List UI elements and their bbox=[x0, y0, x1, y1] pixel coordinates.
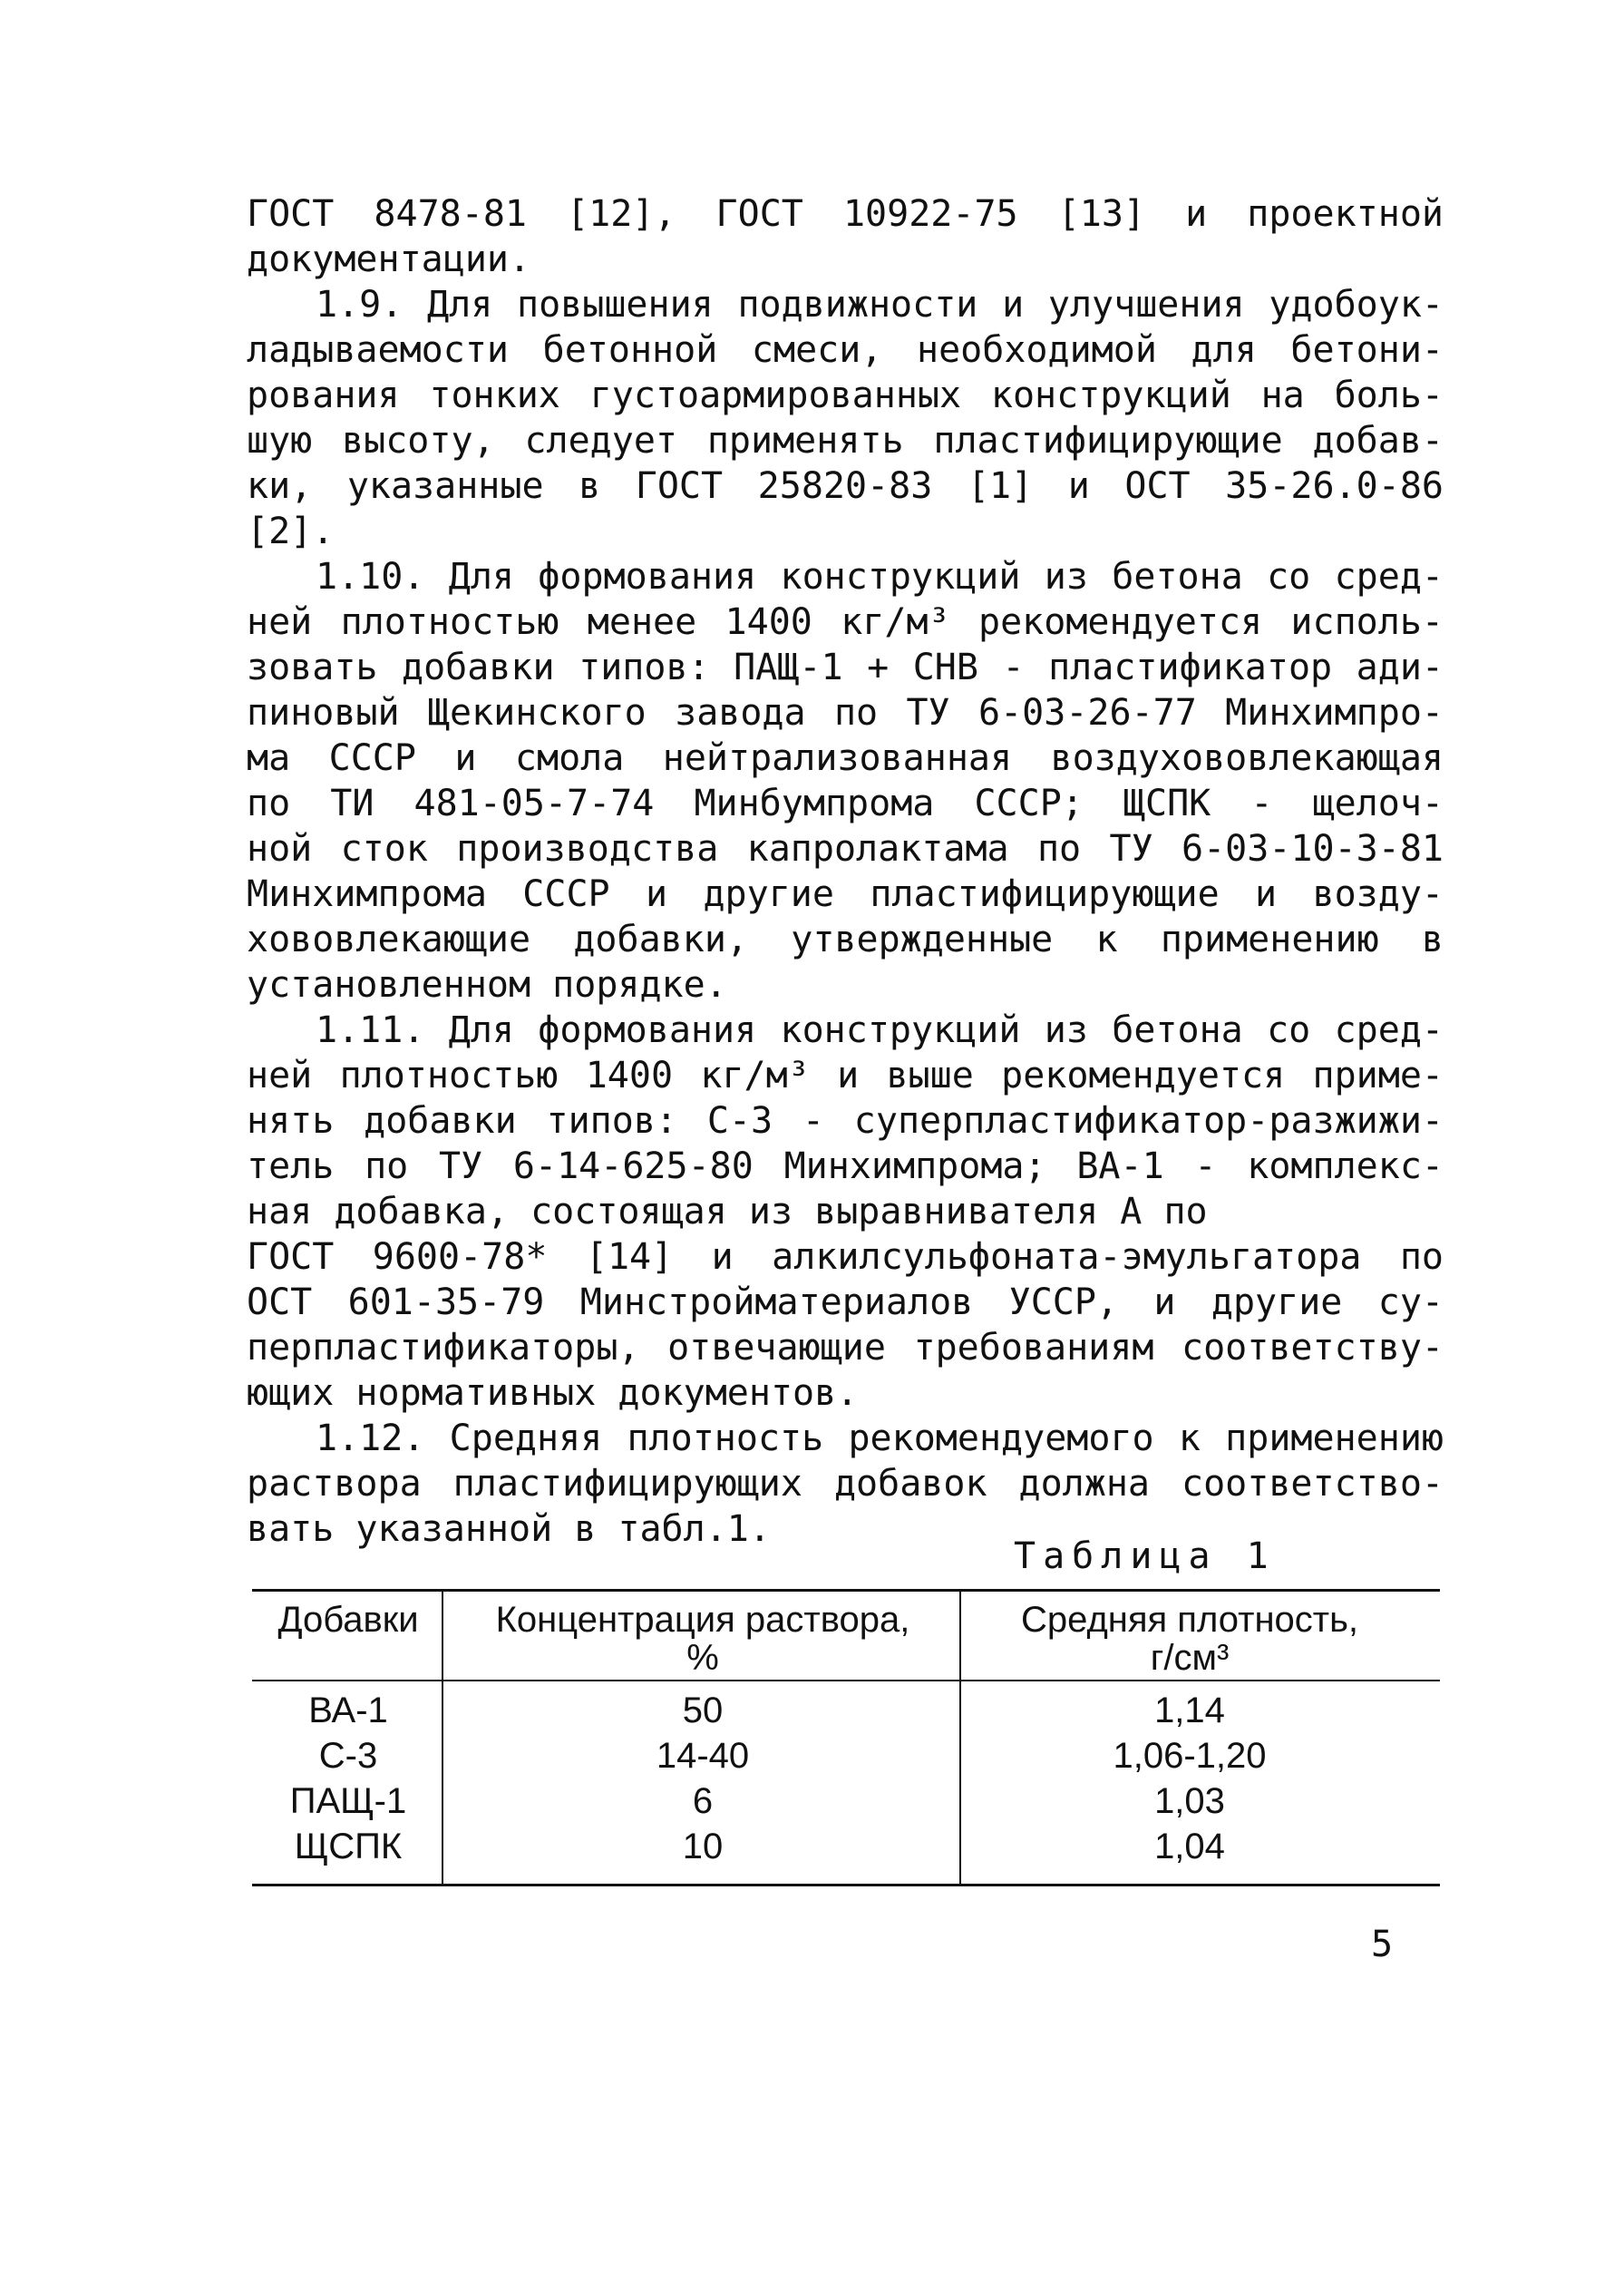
text-line: ной сток производства капролактама по ТУ 6-03-10-3-81 bbox=[247, 828, 1444, 870]
table-header-rule bbox=[252, 1680, 1440, 1681]
text-line: тель по ТУ 6-14-625-80 Минхимпрома; ВА-1 - комплекс- bbox=[247, 1145, 1444, 1187]
text-line: ней плотностью 1400 кг/м³ и выше рекомендуется приме- bbox=[247, 1055, 1444, 1096]
table-cell-density: 1,06-1,20 bbox=[1113, 1736, 1267, 1776]
table-header-concentration: Концентрация раствора, bbox=[495, 1600, 910, 1640]
table-cell-concentration: 50 bbox=[682, 1691, 724, 1730]
table-cell-concentration: 14-40 bbox=[656, 1736, 750, 1776]
table-cell-additive: ВА-1 bbox=[308, 1691, 388, 1730]
text-line: по ТИ 481-05-7-74 Минбумпрома СССР; ЩСПК - щелоч- bbox=[247, 783, 1444, 824]
text-line: нять добавки типов: С-3 - суперпластификатор-разжижи- bbox=[247, 1100, 1444, 1142]
text-line: ГОСТ 9600-78* [14] и алкилсульфоната-эмульгатора по bbox=[247, 1236, 1444, 1278]
table-bottom-rule bbox=[252, 1884, 1440, 1886]
table-cell-concentration: 6 bbox=[692, 1781, 714, 1821]
text-line: 1.9. Для повышения подвижности и улучшения удобоук- bbox=[316, 284, 1444, 326]
text-line: [2]. bbox=[247, 511, 335, 552]
table-cell-additive: ЩСПК bbox=[294, 1827, 403, 1866]
table-column-divider bbox=[442, 1591, 443, 1884]
text-line: пиновый Щекинского завода по ТУ 6-03-26-77 Минхимпро- bbox=[247, 692, 1444, 734]
text-line: шую высоту, следует применять пластифицирующие добав- bbox=[247, 420, 1444, 462]
text-line: ней плотностью менее 1400 кг/м³ рекомендуется исполь- bbox=[247, 601, 1444, 643]
text-line: ки, указанные в ГОСТ 25820-83 [1] и ОСТ 35-26.0-86 bbox=[247, 465, 1444, 507]
text-line: Минхимпрома СССР и другие пластифицирующие и возду- bbox=[247, 873, 1444, 915]
text-line: ладываемости бетонной смеси, необходимой для бетони- bbox=[247, 329, 1444, 371]
table-cell-additive: С-3 bbox=[318, 1736, 378, 1776]
text-line: 1.10. Для формования конструкций из бетона со сред- bbox=[316, 556, 1444, 598]
table-header-concentration-unit: % bbox=[686, 1638, 719, 1678]
text-line: раствора пластифицирующих добавок должна соответство- bbox=[247, 1463, 1444, 1505]
table-header-density-unit: г/см³ bbox=[1150, 1638, 1230, 1678]
text-line: зовать добавки типов: ПАЩ-1 + СНВ - пластификатор ади- bbox=[247, 647, 1444, 688]
text-line: установленном порядке. bbox=[247, 964, 727, 1006]
text-line: ющих нормативных документов. bbox=[247, 1372, 859, 1414]
table-cell-additive: ПАЩ-1 bbox=[289, 1781, 407, 1821]
text-line: рования тонких густоармированных конструкций на боль- bbox=[247, 375, 1444, 416]
table-header-density: Средняя плотность, bbox=[1020, 1600, 1359, 1640]
table-cell-density: 1,14 bbox=[1154, 1691, 1225, 1730]
text-line: 1.11. Для формования конструкций из бетона со сред- bbox=[316, 1009, 1444, 1051]
text-line: ГОСТ 8478-81 [12], ГОСТ 10922-75 [13] и проектной bbox=[247, 193, 1444, 235]
text-line: ная добавка, состоящая из выравнивателя А по bbox=[247, 1191, 1208, 1233]
text-line: хововлекающие добавки, утвержденные к применению в bbox=[247, 919, 1444, 960]
table-cell-concentration: 10 bbox=[682, 1827, 724, 1866]
text-line: вать указанной в табл.1. bbox=[247, 1508, 771, 1550]
page-number: 5 bbox=[1371, 1924, 1394, 1965]
table-top-rule bbox=[252, 1589, 1440, 1592]
text-line: ма СССР и смола нейтрализованная воздухововлекающая bbox=[247, 737, 1444, 779]
text-line: ОСТ 601-35-79 Минстройматериалов УССР, и другие су- bbox=[247, 1281, 1444, 1323]
text-line: 1.12. Средняя плотность рекомендуемого к применению bbox=[316, 1418, 1444, 1459]
text-line: документации. bbox=[247, 239, 531, 280]
table-caption: Таблица 1 bbox=[1014, 1535, 1276, 1577]
table-header-additive: Добавки bbox=[277, 1600, 419, 1640]
table-cell-density: 1,03 bbox=[1154, 1781, 1225, 1821]
text-line: перпластификаторы, отвечающие требованиям соответству- bbox=[247, 1327, 1444, 1369]
table-cell-density: 1,04 bbox=[1154, 1827, 1225, 1866]
